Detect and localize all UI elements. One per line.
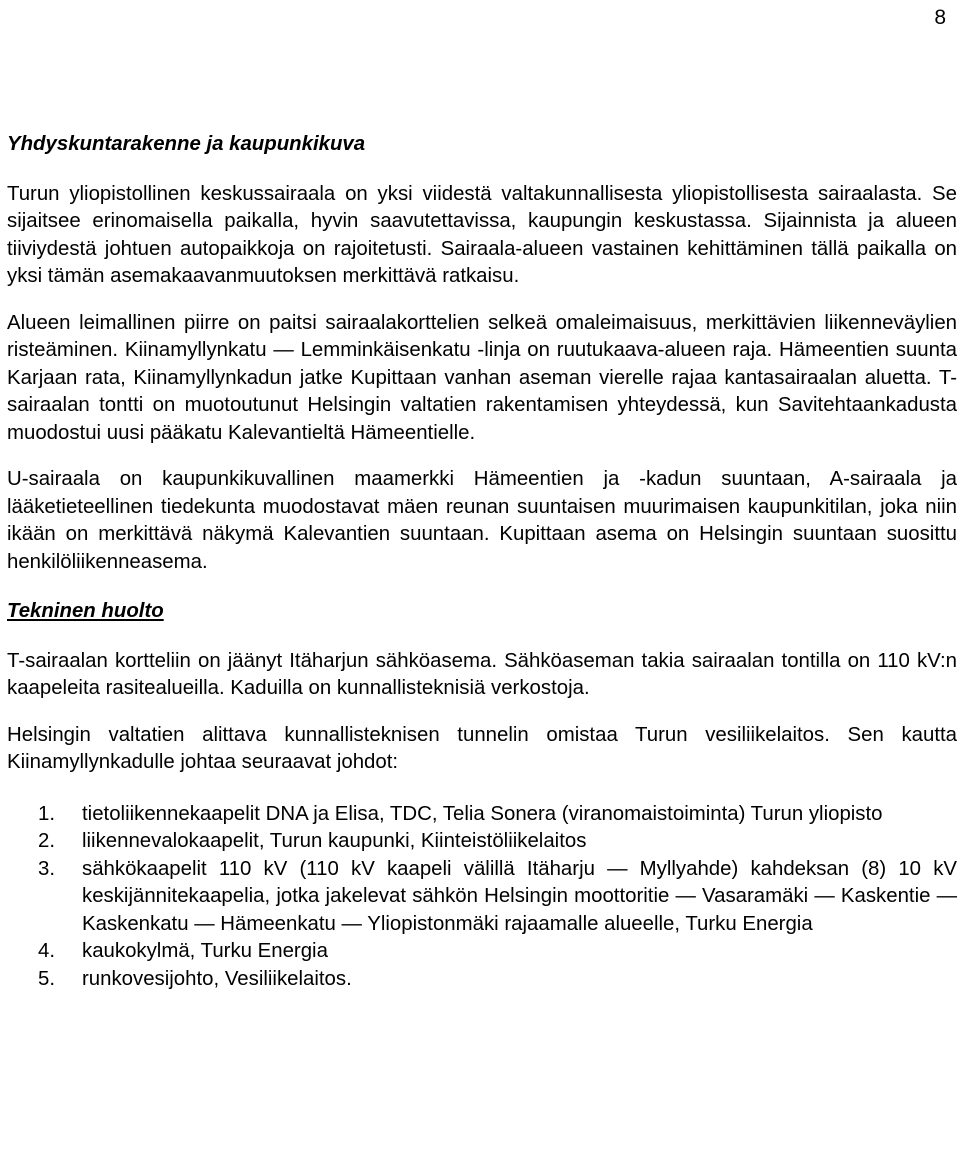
list-item xyxy=(7,856,957,939)
list-item xyxy=(7,828,957,856)
paragraph-tunnel: Helsingin valtatien alittava kunnallisteknisen tunnelin omistaa Turun vesiliikelaitos. Sen kautta Kiinamyllynkadulle johtaa seuraavat johdot: xyxy=(7,723,957,773)
page-number: 8 xyxy=(934,6,946,29)
paragraph-hospital-location: Turun yliopistollinen keskussairaala on yksi viidestä valtakunnallisesta yliopistollisesta sairaalasta. Se sijaitsee erinomaisella paikalla, hyvin saavutettavissa, kaupungin keskustassa. Sijainnista ja alueen tiiviydestä johtuen autopaikkoja on rajoitetusti. Sairaala-alueen vastainen kehittäminen tällä paikalla on yksi tämän asemakaavanmuutoksen merkittävä ratkaisu. xyxy=(7,182,957,287)
list-item-number: 1. xyxy=(38,802,56,825)
list-item-number: 5. xyxy=(38,967,56,990)
list-item-number: 3. xyxy=(38,857,56,880)
list-item-text: runkovesijohto, Vesiliikelaitos. xyxy=(82,967,352,990)
paragraph-substation: T-sairaalan kortteliin on jäänyt Itäharjun sähköasema. Sähköaseman takia sairaalan tontilla on 110 kV:n kaapeleita rasitealueilla. Kaduilla on kunnallisteknisiä verkostoja. xyxy=(7,649,957,699)
list-item xyxy=(7,966,957,994)
paragraph-landmarks: U-sairaala on kaupunkikuvallinen maamerkki Hämeentien ja -kadun suuntaan, A-sairaala ja lääketieteellinen tiedekunta muodostavat mäen reunan suuntaisen muurimaisen kaupunkitilan, joka niin ikään on merkittävä näkymä Kalevantien suuntaan. Kupittaan asema on Helsingin suuntaan suosittu henkilöliikenneasema. xyxy=(7,468,957,573)
document-body xyxy=(7,131,957,993)
section-heading-technical-maintenance: Tekninen huolto xyxy=(7,600,164,622)
paragraph-area-character: Alueen leimallinen piirre on paitsi sairaalakorttelien selkeä omaleimaisuus, merkittävien liikenneväylien risteäminen. Kiinamyllynkatu — Lemminkäisenkatu -linja on ruutukaava-alueen raja. Hämeentien suunta Karjaan rata, Kiinamyllynkadun jatke Kupittaan vanhan aseman vierelle rajaa kantasairaalan aluetta. T-sairaalan tontti on muotoutunut Helsingin valtatien rakentamisen yhteydessä, kun Savitehtaankadusta muodostui uusi pääkatu Kalevantieltä Hämeentielle. xyxy=(7,311,957,444)
list-item-number: 4. xyxy=(38,940,56,962)
list-item-text: tietoliikennekaapelit DNA ja Elisa, TDC, Telia Sonera (viranomaistoiminta) Turun yliopisto xyxy=(82,802,883,825)
cable-list xyxy=(7,801,957,994)
list-item xyxy=(7,801,957,829)
list-item-text: kaukokylmä, Turku Energia xyxy=(82,940,328,962)
list-item-text: liikennevalokaapelit, Turun kaupunki, Kiinteistöliikelaitos xyxy=(82,830,587,852)
list-item xyxy=(7,938,957,966)
list-item-text: sähkökaapelit 110 kV (110 kV kaapeli välillä Itäharju — Myllyahde) kahdeksan (8) 10 kV keskijännitekaapelia, jotka jakelevat sähkön Helsingin moottoritie — Vasaramäki — Kaskentie — Kaskenkatu — Hämeenkatu — Yliopistonmäki rajaamalle alueelle, Turku Energia xyxy=(82,857,957,935)
section-heading-urban-structure: Yhdyskuntarakenne ja kaupunkikuva xyxy=(7,133,366,155)
list-item-number: 2. xyxy=(38,830,56,852)
